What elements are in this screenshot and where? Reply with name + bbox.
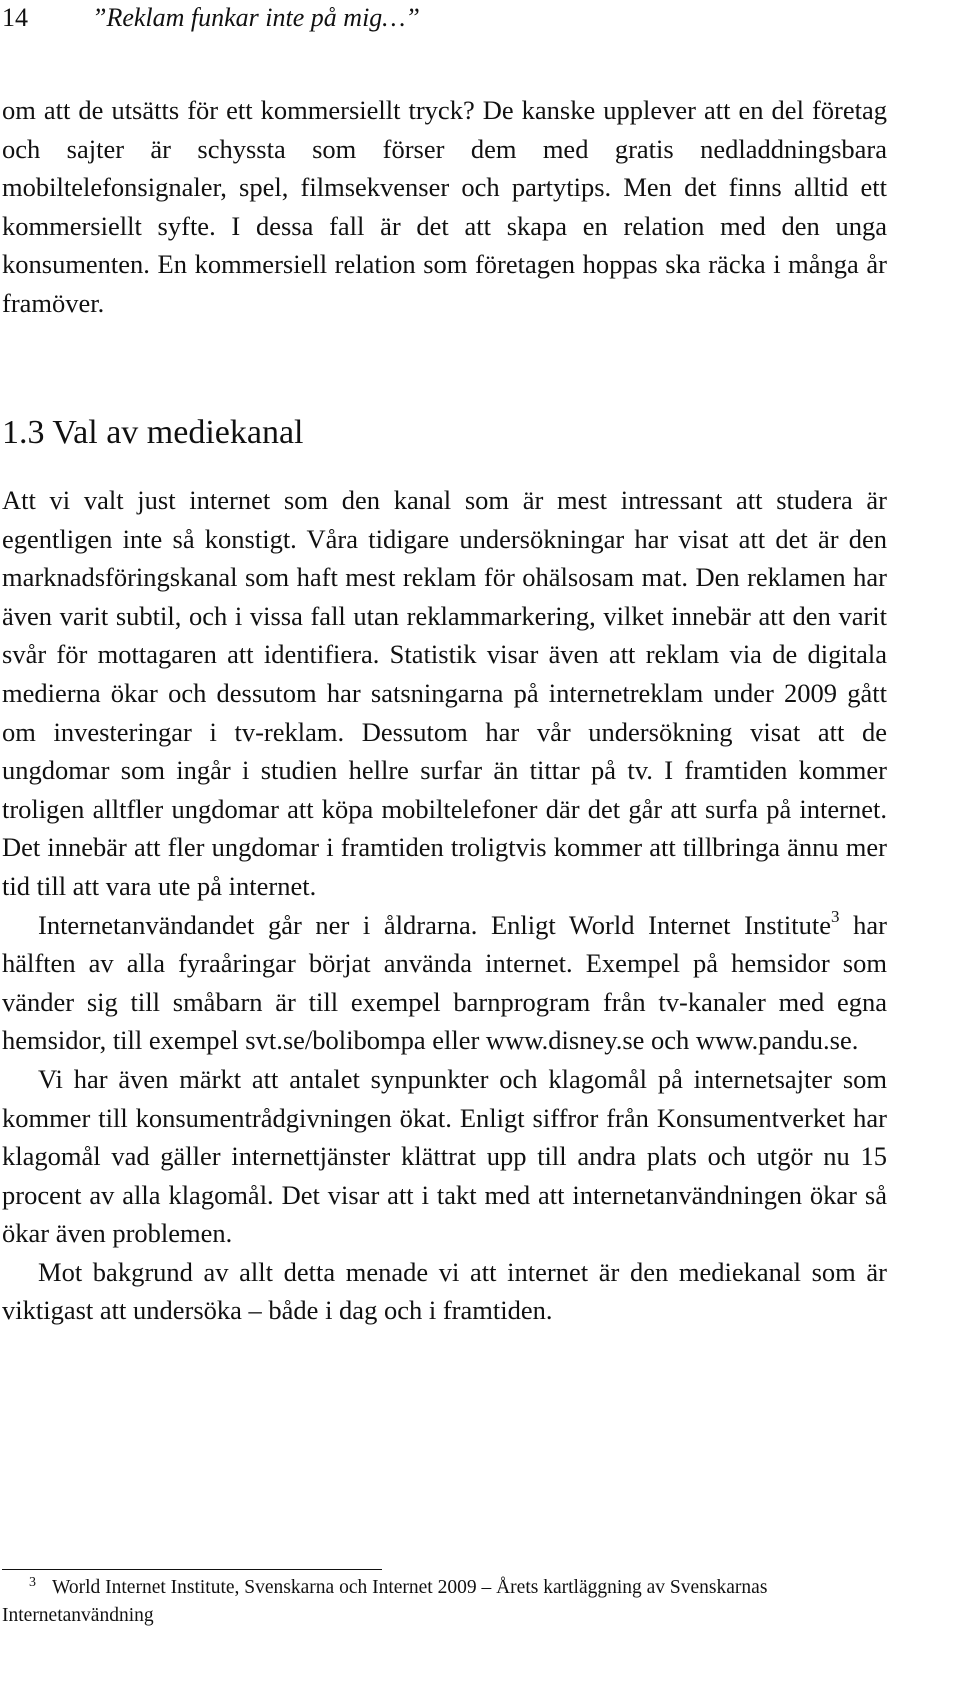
- paragraph-text-continued: har hälften av alla fyraåringar börjat använda internet. Exempel på hemsidor som vänder sig till småbarn är till exempel barnprogram från tv-kanaler med egna hemsidor, till exempel svt.se/bolibompa eller www.disney.se och www.pandu.se.: [2, 909, 887, 1056]
- running-title: ”Reklam funkar inte på mig…”: [92, 3, 420, 32]
- section-heading: 1.3 Val av mediekanal: [2, 414, 304, 451]
- paragraph-text: Internetanvändandet går ner i åldrarna. Enligt World Internet Institute: [38, 909, 832, 940]
- footnote-separator: [2, 1569, 382, 1570]
- paragraph: Att vi valt just internet som den kanal som är mest intressant att studera är egentligen inte så konstigt. Våra tidigare undersökningar har visat att det är den marknadsföringskanal som haft mest reklam för ohälsosam mat. Den reklamen har även varit subtil, och i vissa fall utan reklammarkering, vilket innebär att den varit svår för mottagaren att identifiera. Statistik visar även att reklam via de digitala medierna ökar och dessutom har satsningarna på internetreklam under 2009 gått om investeringar i tv-reklam. Dessutom har vår undersökning visat att de ungdomar som ingår i studien hellre surfar än tittar på tv. I framtiden kommer troligen alltfler ungdomar att köpa mobiltelefoner där det går att surfa på internet. Det innebär att fler ungdomar i framtiden troligtvis kommer att tillbringa ännu mer tid till att vara ute på internet.: [2, 485, 887, 901]
- paragraph: Mot bakgrund av allt detta menade vi att internet är den mediekanal som är viktigast att undersöka – både i dag och i framtiden.: [2, 1256, 887, 1326]
- footnote-text: World Internet Institute, Svenskarna och Internet 2009 – Årets kartläggning av Svenskarnas Internetanvändning: [2, 1577, 768, 1626]
- footnote: 3 World Internet Institute, Svenskarna och Internet 2009 – Årets kartläggning av Svenskarnas Internetanvändning: [2, 1575, 768, 1626]
- page-header: [2, 2, 420, 34]
- section-body: [2, 481, 887, 1330]
- page-number: 14: [2, 3, 28, 32]
- continued-paragraph: [2, 91, 887, 323]
- footnote-reference[interactable]: 3: [831, 906, 840, 926]
- paragraph-with-footnote: [2, 906, 887, 1060]
- paragraph: Vi har även märkt att antalet synpunkter och klagomål på internetsajter som kommer till konsumentrådgivningen ökat. Enligt siffror från Konsumentverket har klagomål vad gäller internettjänster klättrat upp till andra plats och utgör nu 15 procent av alla klagomål. Det visar att i takt med att internetanvändningen ökar så ökar även problemen.: [2, 1063, 887, 1249]
- paragraph: om att de utsätts för ett kommersiellt tryck? De kanske upplever att en del företag och sajter är schyssta som förser dem med gratis nedladdningsbara mobiltelefonsignaler, spel, filmsekvenser och partytips. Men det finns alltid ett kommersiellt syfte. I dessa fall är det att skapa en relation med den unga konsumenten. En kommersiell relation som företagen hoppas ska räcka i många år framöver.: [2, 95, 887, 318]
